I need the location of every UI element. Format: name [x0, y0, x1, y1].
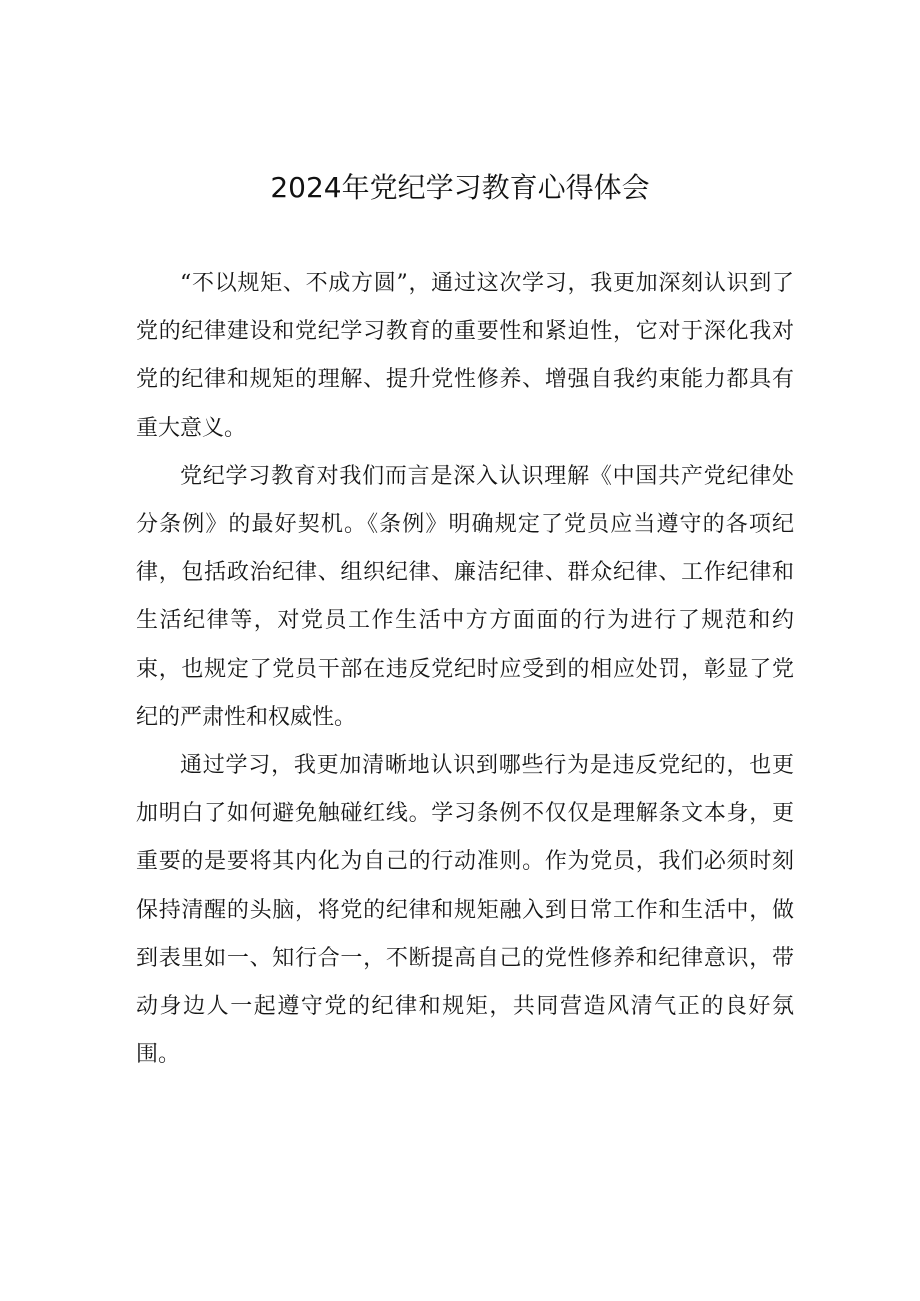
document-body	[136, 260, 794, 1079]
document-title: 2024年党纪学习教育心得体会	[270, 171, 650, 204]
paragraph: 党纪学习教育对我们而言是深入认识理解《中国共产党纪律处分条例》的最好契机。《条例》明确规定了党员应当遵守的各项纪律，包括政治纪律、组织纪律、廉洁纪律、群众纪律、工作纪律和生活纪律等，对党员工作生活中方方面面的行为进行了规范和约束，也规定了党员干部在违反党纪时应受到的相应处罚，彰显了党纪的严肃性和权威性。	[136, 463, 794, 730]
paragraph: “不以规矩、不成方圆”，通过这次学习，我更加深刻认识到了党的纪律建设和党纪学习教育的重要性和紧迫性，它对于深化我对党的纪律和规矩的理解、提升党性修养、增强自我约束能力都具有重大意义。	[136, 271, 794, 441]
paragraph: 通过学习，我更加清晰地认识到哪些行为是违反党纪的，也更加明白了如何避免触碰红线。学习条例不仅仅是理解条文本身，更重要的是要将其内化为自己的行动准则。作为党员，我们必须时刻保持清醒的头脑，将党的纪律和规矩融入到日常工作和生活中，做到表里如一、知行合一，不断提高自己的党性修养和纪律意识，带动身边人一起遵守党的纪律和规矩，共同营造风清气正的良好氛围。	[136, 753, 794, 1068]
